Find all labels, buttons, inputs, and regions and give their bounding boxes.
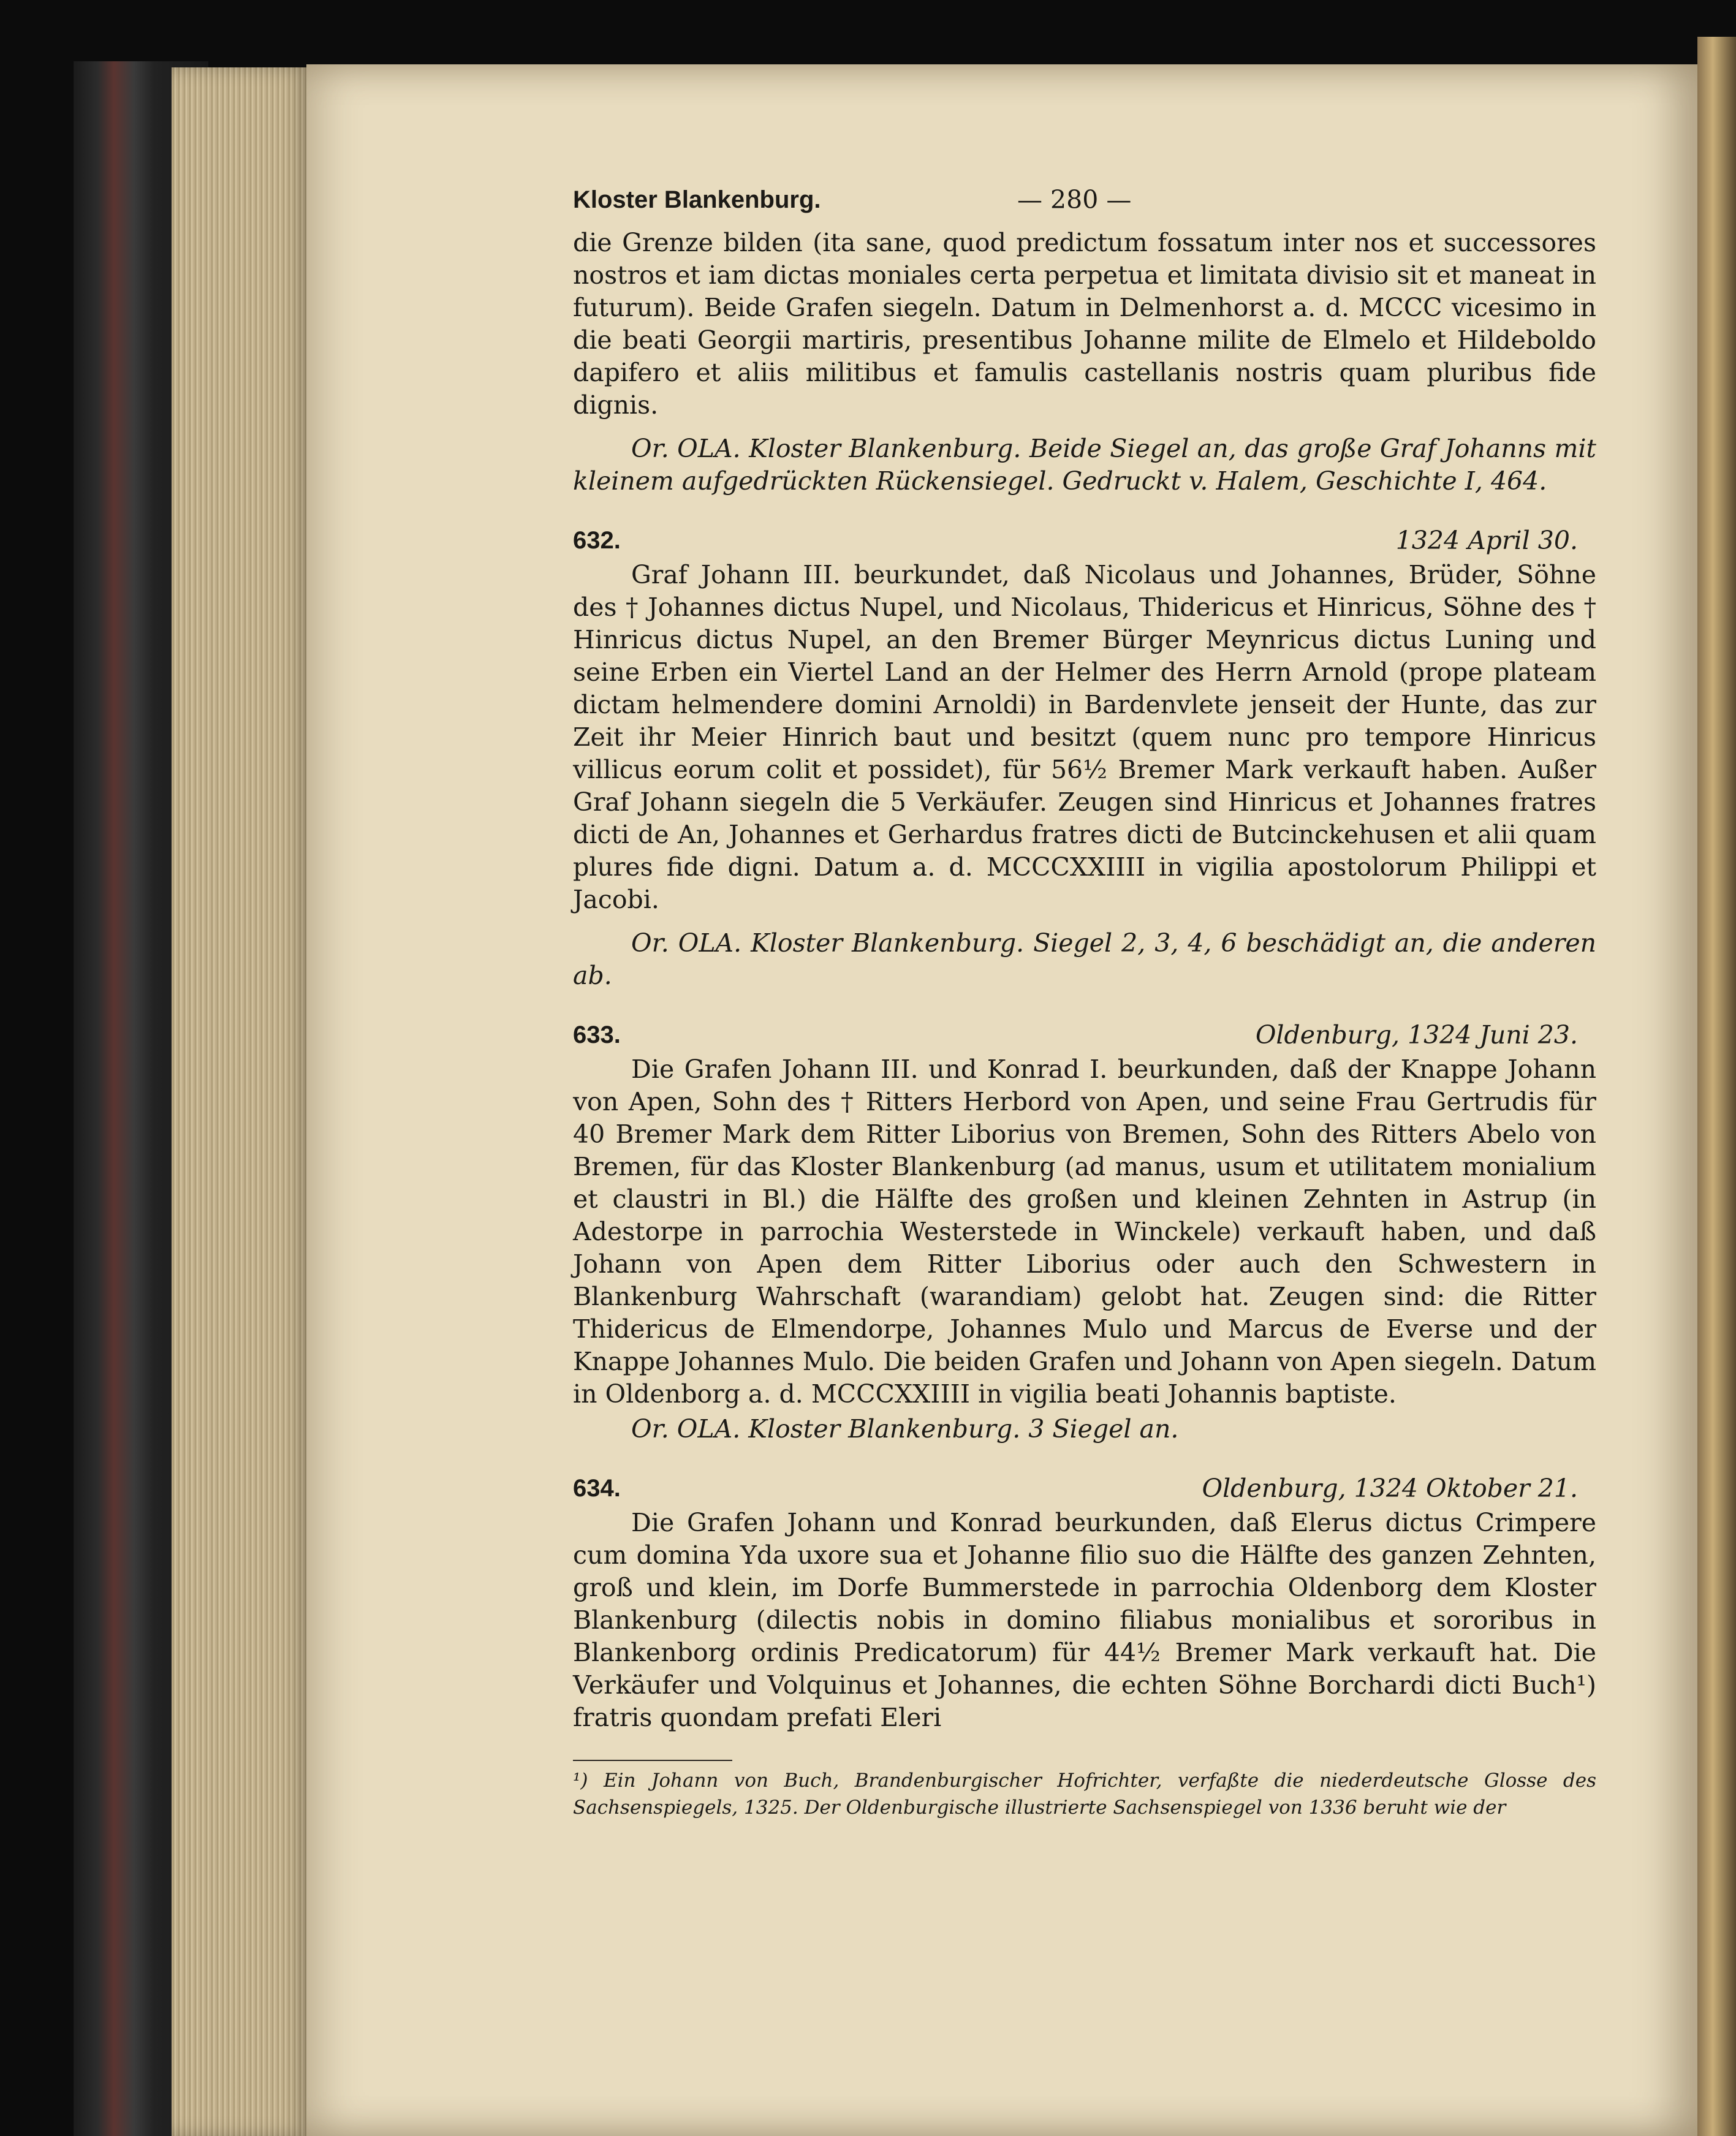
entry-text: Graf Johann III. beurkundet, daß Nicolaus und Johannes, Brüder, Söhne des † Johannes dictus Nupel, und Nicolaus, Thidericus et Hinricus, Söhne des † Hinricus dictus Nupel, an den Bremer Bürger Meynricus dictus Luning und seine Erben ein Viertel Land an der Helmer des Herrn Arnold (prope plateam dictam helmendere domini Arnoldi) in Bardenvlete jenseit der Hunte, das zur Zeit ihr Meier Hinrich baut und besitzt (quem nunc pro tempore Hinricus villicus eorum colit et possidet), für 56½ Bremer Mark verkauft haben. Außer Graf Johann siegeln die 5 Verkäufer. Zeugen sind Hinricus et Johannes fratres dicti de An, Johannes et Gerhardus fratres dicti de Butcinckehusen et alii quam plures fide digni. Datum a. d. MCCCXXIIII in vigilia apostolorum Philippi et Jacobi. — [573, 560, 1596, 914]
entry-date: 1324 April 30. — [1395, 526, 1578, 555]
footnote-rule — [573, 1760, 732, 1761]
entry-heading — [573, 525, 1596, 559]
entry-date: Oldenburg, 1324 Juni 23. — [1255, 1020, 1578, 1050]
continuation-note: Or. OLA. Kloster Blankenburg. Beide Siegel an, das große Graf Johanns mit kleinem aufgedrückten Rückensiegel. Gedruckt v. Halem, Geschichte I, 464. — [573, 434, 1596, 496]
page-content — [573, 184, 1596, 1821]
entry-text: Die Grafen Johann und Konrad beurkunden, daß Elerus dictus Crimpere cum domina Yda uxore sua et Johanne filio suo die Hälfte des ganzen Zehnten, groß und klein, im Dorfe Bummerstede in parrochia Oldenborg dem Kloster Blankenburg (dilectis nobis in domino filiabus monialibus et sororibus in Blankenborg ordinis Predicatorum) für 44½ Bremer Mark verkauft hat. Die Verkäufer und Volquinus et Johannes, die echten Söhne Borchardi dicti Buch¹) fratris quondam prefati Eleri — [573, 1508, 1596, 1732]
entry-number: 634. — [573, 1475, 621, 1502]
page-number: — 280 — — [1017, 185, 1132, 214]
entry-heading — [573, 1019, 1596, 1053]
entry-date: Oldenburg, 1324 Oktober 21. — [1202, 1474, 1578, 1503]
continuation-text: die Grenze bilden (ita sane, quod predictum fossatum inter nos et successores nostros et iam dictas moniales certa perpetua et limitata divisio sit et maneat in futurum). Beide Grafen siegeln. Datum in Delmenhorst a. d. MCCC vicesimo in die beati Georgii martiris, presentibus Johanne milite de Elmelo et Hildeboldo dapifero et aliis militibus et famulis castellanis nostris quam pluribus fide dignis. — [573, 228, 1596, 420]
entry-number: 632. — [573, 527, 621, 554]
page-header — [573, 184, 1596, 227]
right-page-edge — [1697, 37, 1736, 2136]
entry-number: 633. — [573, 1021, 621, 1048]
entry-heading — [573, 1472, 1596, 1507]
running-title: Kloster Blankenburg. — [573, 186, 821, 213]
entry-note: Or. OLA. Kloster Blankenburg. Siegel 2, 3, 4, 6 beschädigt an, die anderen ab. — [573, 928, 1596, 990]
page-edges — [172, 67, 313, 2136]
entry-text: Die Grafen Johann III. und Konrad I. beurkunden, daß der Knappe Johann von Apen, Sohn des † Ritters Herbord von Apen, und seine Frau Gertrudis für 40 Bremer Mark dem Ritter Liborius von Bremen, Sohn des Ritters Abelo von Bremen, für das Kloster Blankenburg (ad manus, usum et utilitatem monialium et claustri in Bl.) die Hälfte des großen und kleinen Zehnten in Astrup (in Adestorpe in parrochia Westerstede in Winckele) verkauft haben, und daß Johann von Apen dem Ritter Liborius oder auch den Schwestern in Blankenburg Wahrschaft (warandiam) gelobt hat. Zeugen sind: die Ritter Thidericus de Elmendorpe, Johannes Mulo und Marcus de Everse und der Knappe Johannes Mulo. Die beiden Grafen und Johann von Apen siegeln. Datum in Oldenborg a. d. MCCCXXIIII in vigilia beati Johannis baptiste. — [573, 1055, 1596, 1409]
entry-note: Or. OLA. Kloster Blankenburg. 3 Siegel an. — [631, 1414, 1179, 1444]
footnote: ¹) Ein Johann von Buch, Brandenburgischer Hofrichter, verfaßte die niederdeutsche Glosse des Sachsenspiegels, 1325. Der Oldenburgische illustrierte Sachsenspiegel von 1336 beruht wie der — [573, 1770, 1596, 1819]
